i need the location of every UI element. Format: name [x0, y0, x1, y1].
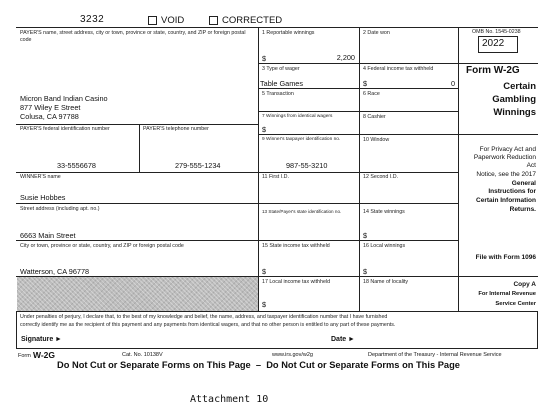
payer-name-label: PAYER'S name, street address, city or town, province or state, country, and ZIP or foreign postal code [20, 30, 246, 43]
control-number: 3232 [80, 14, 105, 25]
box1-value[interactable]: 2,200 [336, 53, 355, 62]
privacy-line-1: For Privacy Act and [479, 146, 536, 153]
privacy-line-8: Returns. [509, 206, 536, 213]
form-title-3: Winnings [493, 107, 536, 118]
omb-number: OMB No. 1545-0238 [472, 29, 521, 35]
box17-label: 17 Local income tax withheld [262, 279, 331, 285]
winner-name[interactable]: Susie Hobbes [20, 193, 66, 202]
payer-street[interactable]: 877 Wiley E Street [20, 103, 81, 112]
box16-label: 16 Local winnings [363, 243, 406, 249]
box3-value[interactable]: Table Games [260, 79, 303, 88]
box4-label: 4 Federal income tax withheld [363, 66, 434, 72]
privacy-line-6: Instructions for [488, 188, 536, 195]
box16-dollar: $ [363, 267, 368, 276]
payer-phone[interactable]: 279-555-1234 [175, 161, 221, 170]
form-title-2: Gambling [492, 94, 536, 105]
perjury-text-1: Under penalties of perjury, I declare that, to the best of my knowledge and belief, the name, address, and taxpayer identification number that I have furnished [20, 314, 388, 320]
box18-label: 18 Name of locality [363, 279, 409, 285]
footer-form-word: Form [18, 353, 31, 359]
box8-label: 8 Cashier [363, 114, 386, 120]
copy-a-line-3: Service Center [495, 301, 536, 307]
box9-value[interactable]: 987-55-3210 [286, 161, 328, 170]
box7-dollar: $ [262, 125, 267, 134]
box14-label: 14 State winnings [363, 209, 405, 215]
do-not-cut-notice: Do Not Cut or Separate Forms on This Page – Do Not Cut or Separate Forms on This Page [57, 360, 460, 370]
payer-phone-label: PAYER'S telephone number [143, 126, 209, 132]
box11-label: 11 First I.D. [262, 174, 289, 180]
footer-cat-no: Cat. No. 10138V [122, 352, 163, 358]
box4-dollar: $ [363, 79, 368, 88]
signature-label: Signature [21, 336, 54, 343]
box14-dollar: $ [363, 231, 368, 240]
box1-label: 1 Reportable winnings [262, 30, 315, 36]
corrected-checkbox[interactable] [209, 16, 218, 25]
copy-a-line-2: For Internal Revenue [478, 291, 536, 297]
winner-name-label: WINNER'S name [20, 174, 61, 180]
winner-street-label: Street address (including apt. no.) [20, 206, 100, 212]
box6-label: 6 Race [363, 91, 380, 97]
copy-a-label: Copy A [513, 281, 536, 288]
winner-city-label: City or town, province or state, country, and ZIP or foreign postal code [20, 243, 184, 249]
winner-city[interactable]: Watterson, CA 96778 [20, 267, 90, 276]
form-title-1: Certain [503, 81, 536, 92]
box17-dollar: $ [262, 300, 267, 309]
box15-label: 15 State income tax withheld [262, 243, 330, 249]
corrected-label: CORRECTED [222, 15, 283, 26]
payer-city[interactable]: Colusa, CA 97788 [20, 112, 79, 121]
footer-url: www.irs.gov/w2g [272, 352, 313, 358]
signature-arrow-icon: ► [55, 336, 62, 343]
footer-form-code: W-2G [33, 350, 56, 360]
signature-line[interactable] [64, 343, 320, 344]
form-name: Form W-2G [466, 65, 520, 76]
box7-label: 7 Winnings from identical wagers [262, 114, 333, 119]
privacy-line-5: General [511, 180, 536, 187]
void-label: VOID [161, 15, 185, 26]
perjury-text-2: correctly identify me as the recipient of this payment and any payments from identical wagers, and that no other person is entitled to any part of these payments. [20, 322, 396, 328]
privacy-line-7: Certain Information [476, 197, 536, 204]
box1-dollar: $ [262, 54, 267, 63]
payer-name[interactable]: Micron Band Indian Casino [20, 94, 108, 103]
date-arrow-icon: ► [348, 336, 355, 343]
payer-fed-id[interactable]: 33-5556678 [57, 161, 96, 170]
file-with-1096: File with Form 1096 [475, 254, 536, 261]
box10-label: 10 Window [363, 137, 390, 143]
privacy-line-2: Paperwork Reduction [473, 154, 536, 161]
attachment-label: Attachment 10 [190, 394, 269, 405]
void-checkbox[interactable] [148, 16, 157, 25]
privacy-line-3: Act [526, 162, 536, 169]
shaded-area [17, 277, 258, 311]
box13-label: 13 State/Payer's state identification no. [262, 209, 342, 214]
box12-label: 12 Second I.D. [363, 174, 399, 180]
box15-dollar: $ [262, 267, 267, 276]
winner-street[interactable]: 6663 Main Street [20, 231, 76, 240]
box4-value[interactable]: 0 [450, 79, 455, 88]
box9-label: 9 Winner's taxpayer identification no. [262, 137, 341, 142]
date-label: Date [331, 336, 347, 343]
payer-fed-id-label: PAYER'S federal identification number [20, 126, 110, 132]
tax-year: 2022 [482, 38, 505, 49]
box5-label: 5 Transaction [262, 91, 294, 97]
box2-label: 2 Date won [363, 30, 390, 36]
privacy-line-4: Notice, see the 2017 [476, 171, 536, 178]
box3-label: 3 Type of wager [262, 66, 300, 72]
footer-department: Department of the Treasury - Internal Revenue Service [368, 352, 502, 358]
